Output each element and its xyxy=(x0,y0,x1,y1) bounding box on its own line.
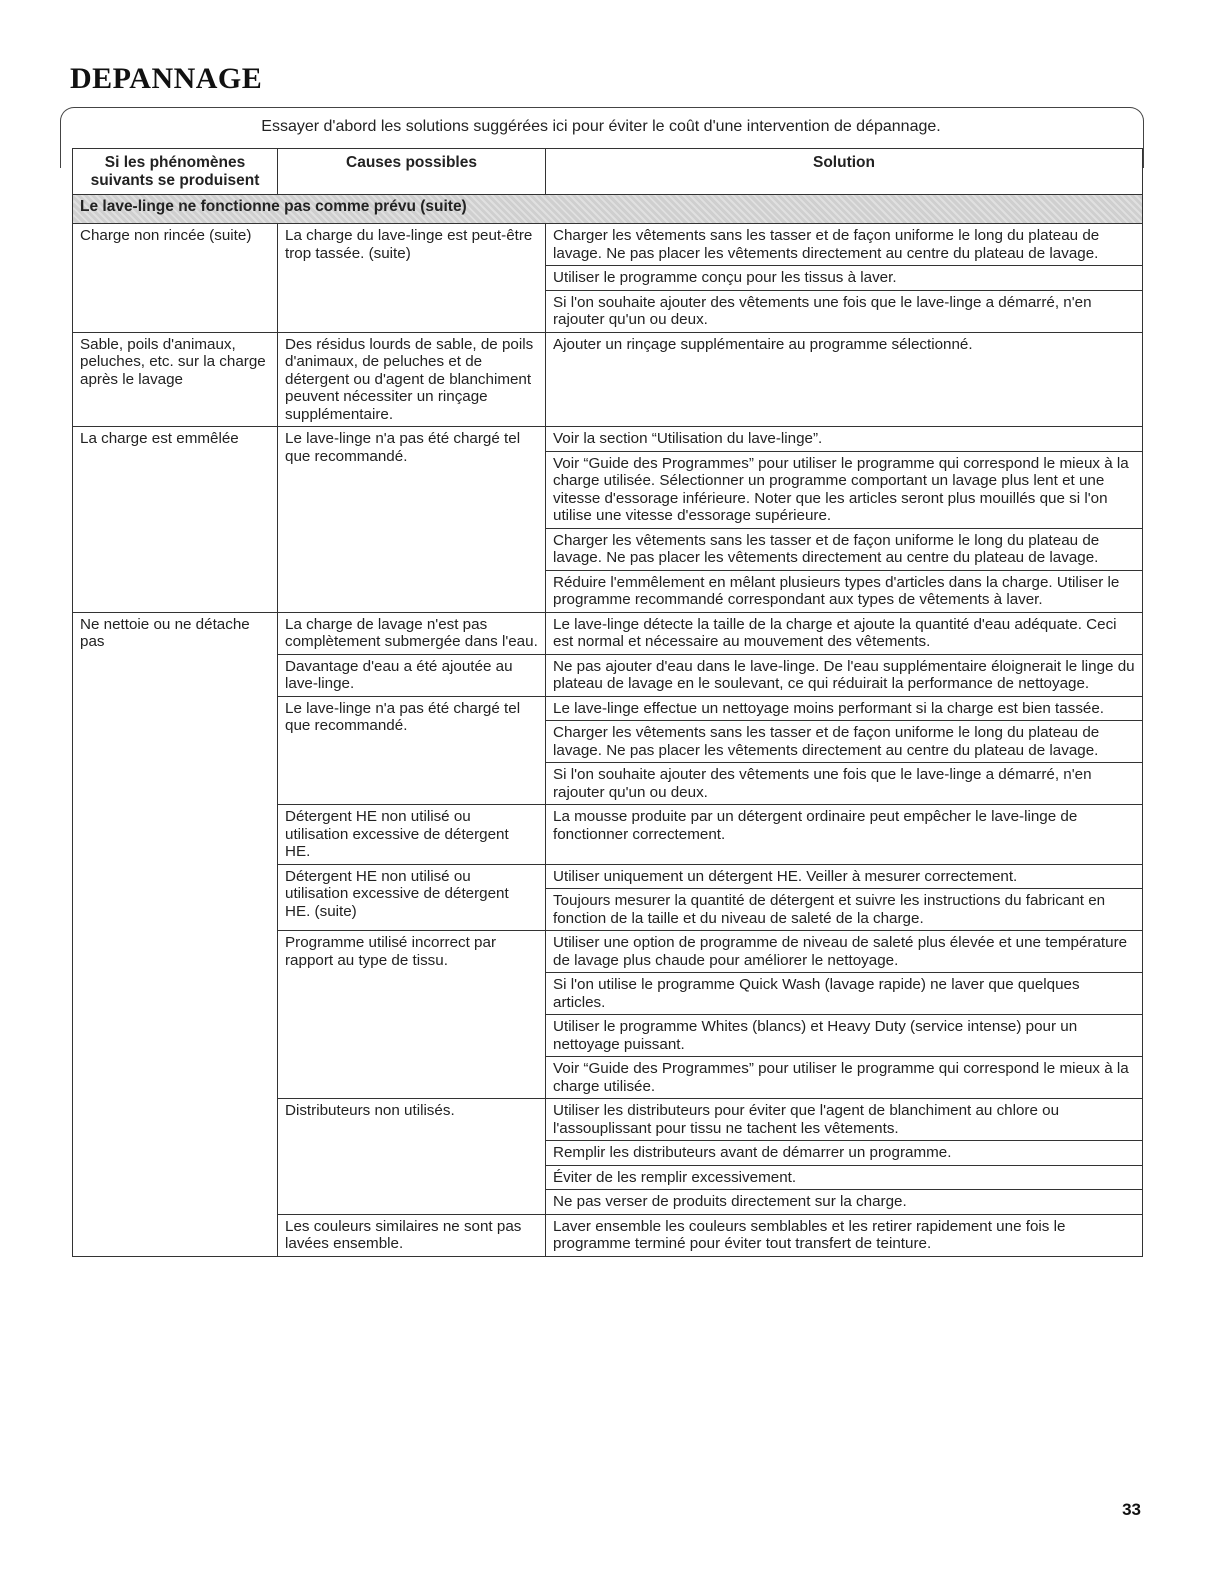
table-row xyxy=(73,427,1143,452)
solution-cell: Toujours mesurer la quantité de détergent et suivre les instructions du fabricant en fonction de la taille et du niveau de saleté de la charge. xyxy=(546,889,1143,931)
table-row xyxy=(73,612,1143,654)
cause-cell: Distributeurs non utilisés. xyxy=(278,1099,546,1215)
solution-cell: Ne pas ajouter d'eau dans le lave-linge. De l'eau supplémentaire éloignerait le linge du plateau de lavage en le soulevant, ce qui réduirait la performance de nettoyage. xyxy=(546,654,1143,696)
symptom-cell: Ne nettoie ou ne détache pas xyxy=(73,612,278,1256)
solution-cell: Voir la section “Utilisation du lave-linge”. xyxy=(546,427,1143,452)
section-title: Le lave-linge ne fonctionne pas comme prévu (suite) xyxy=(73,195,1143,224)
solution-cell: Utiliser une option de programme de niveau de saleté plus élevée et une température de lavage plus chaude pour améliorer le nettoyage. xyxy=(546,931,1143,973)
solution-cell: Ajouter un rinçage supplémentaire au programme sélectionné. xyxy=(546,332,1143,427)
cause-cell: Des résidus lourds de sable, de poils d'animaux, de peluches et de détergent ou d'agent de blanchiment peuvent nécessiter un rinçage supplémentaire. xyxy=(278,332,546,427)
cause-cell: La charge de lavage n'est pas complètement submergée dans l'eau. xyxy=(278,612,546,654)
solution-cell: Laver ensemble les couleurs semblables et les retirer rapidement une fois le programme terminé pour éviter tout transfert de teinture. xyxy=(546,1214,1143,1256)
solution-cell: Si l'on souhaite ajouter des vêtements une fois que le lave-linge a démarré, n'en rajouter qu'un ou deux. xyxy=(546,763,1143,805)
solution-cell: Charger les vêtements sans les tasser et de façon uniforme le long du plateau de lavage. Ne pas placer les vêtements directement au centre du plateau de lavage. xyxy=(546,528,1143,570)
solution-cell: Voir “Guide des Programmes” pour utiliser le programme qui correspond le mieux à la charge utilisée. Sélectionner un programme comportant un lavage plus lent et une vitesse d'essorage inférieure. Noter que les articles seront plus mouillés que si l'on utilise une vitesse d'essorage supérieure. xyxy=(546,451,1143,528)
section-band xyxy=(73,195,1143,224)
header-symptom: Si les phénomènes suivants se produisent xyxy=(73,149,278,195)
symptom-cell: Charge non rincée (suite) xyxy=(73,224,278,333)
solution-cell: Le lave-linge détecte la taille de la charge et ajoute la quantité d'eau adéquate. Ceci est normal et nécessaire au mouvement des vêtements. xyxy=(546,612,1143,654)
solution-cell: La mousse produite par un détergent ordinaire peut empêcher le lave-linge de fonctionner correctement. xyxy=(546,805,1143,865)
cause-cell: Programme utilisé incorrect par rapport au type de tissu. xyxy=(278,931,546,1099)
solution-cell: Si l'on utilise le programme Quick Wash (lavage rapide) ne laver que quelques articles. xyxy=(546,973,1143,1015)
solution-cell: Utiliser les distributeurs pour éviter que l'agent de blanchiment au chlore ou l'assouplissant pour tissu ne tachent les vêtements. xyxy=(546,1099,1143,1141)
header-cause: Causes possibles xyxy=(278,149,546,195)
table-row xyxy=(73,224,1143,266)
solution-cell: Si l'on souhaite ajouter des vêtements une fois que le lave-linge a démarré, n'en rajouter qu'un ou deux. xyxy=(546,290,1143,332)
solution-cell: Le lave-linge effectue un nettoyage moins performant si la charge est bien tassée. xyxy=(546,696,1143,721)
solution-cell: Voir “Guide des Programmes” pour utiliser le programme qui correspond le mieux à la charge utilisée. xyxy=(546,1057,1143,1099)
solution-cell: Réduire l'emmêlement en mêlant plusieurs types d'articles dans la charge. Utiliser le programme recommandé correspondant aux types de vêtements à laver. xyxy=(546,570,1143,612)
table-header-row xyxy=(73,149,1143,195)
troubleshooting-table xyxy=(72,148,1143,1257)
solution-cell: Ne pas verser de produits directement sur la charge. xyxy=(546,1190,1143,1215)
solution-cell: Utiliser le programme conçu pour les tissus à laver. xyxy=(546,266,1143,291)
cause-cell: Davantage d'eau a été ajoutée au lave-linge. xyxy=(278,654,546,696)
cause-cell: La charge du lave-linge est peut-être trop tassée. (suite) xyxy=(278,224,546,333)
page-number: 33 xyxy=(1122,1500,1141,1519)
solution-cell: Utiliser le programme Whites (blancs) et Heavy Duty (service intense) pour un nettoyage puissant. xyxy=(546,1015,1143,1057)
header-solution: Solution xyxy=(546,149,1143,195)
symptom-cell: Sable, poils d'animaux, peluches, etc. sur la charge après le lavage xyxy=(73,332,278,427)
solution-cell: Éviter de les remplir excessivement. xyxy=(546,1165,1143,1190)
solution-cell: Charger les vêtements sans les tasser et de façon uniforme le long du plateau de lavage. Ne pas placer les vêtements directement au centre du plateau de lavage. xyxy=(546,224,1143,266)
table-row xyxy=(73,332,1143,427)
page-title: DEPANNAGE xyxy=(70,62,263,95)
cause-cell: Détergent HE non utilisé ou utilisation excessive de détergent HE. xyxy=(278,805,546,865)
intro-text: Essayer d'abord les solutions suggérées ici pour éviter le coût d'une intervention de dépannage. xyxy=(261,118,941,135)
solution-cell: Remplir les distributeurs avant de démarrer un programme. xyxy=(546,1141,1143,1166)
cause-cell: Le lave-linge n'a pas été chargé tel que recommandé. xyxy=(278,696,546,805)
cause-cell: Détergent HE non utilisé ou utilisation excessive de détergent HE. (suite) xyxy=(278,864,546,931)
symptom-cell: La charge est emmêlée xyxy=(73,427,278,613)
solution-cell: Charger les vêtements sans les tasser et de façon uniforme le long du plateau de lavage. Ne pas placer les vêtements directement au centre du plateau de lavage. xyxy=(546,721,1143,763)
cause-cell: Les couleurs similaires ne sont pas lavées ensemble. xyxy=(278,1214,546,1256)
cause-cell: Le lave-linge n'a pas été chargé tel que recommandé. xyxy=(278,427,546,613)
solution-cell: Utiliser uniquement un détergent HE. Veiller à mesurer correctement. xyxy=(546,864,1143,889)
